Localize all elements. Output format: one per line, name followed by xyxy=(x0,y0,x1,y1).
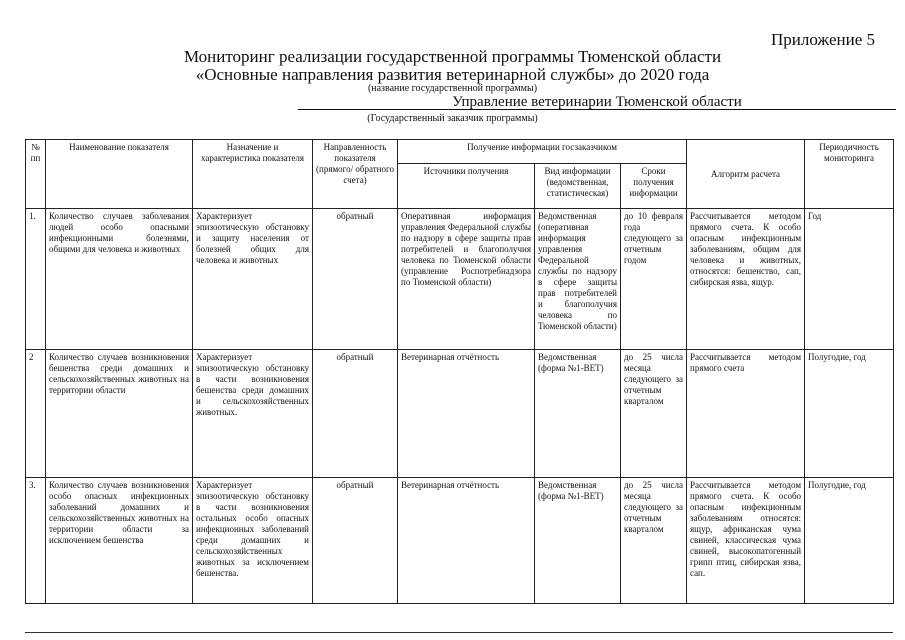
row-purpose: Характеризует эпизоотическую обстановку и защиту населения от болезней общих для человека и животных xyxy=(193,209,313,350)
header-deadlines: Сроки получения информации xyxy=(621,164,687,209)
header-name: Наименование показателя xyxy=(46,140,193,209)
row-info-type: Ведомственная (оперативная информация управления Федеральной службы по надзору в сфере защиты прав потребителей и благополучия человека по Тюменской области) xyxy=(535,209,621,350)
table-row xyxy=(26,209,894,350)
header-direction: Направленность показателя (прямого/ обратного счета) xyxy=(313,140,398,209)
customer-caption: (Государственный заказчик программы) xyxy=(367,113,538,124)
customer-underline xyxy=(298,109,896,110)
row-info-type: Ведомственная (форма №1-ВЕТ) xyxy=(535,478,621,604)
header-purpose: Назначение и характеристика показателя xyxy=(193,140,313,209)
document-title-line-2: «Основные направления развития ветеринарной службы» до 2020 года xyxy=(195,65,710,84)
appendix-label: Приложение 5 xyxy=(771,30,875,49)
program-caption: (название государственной программы) xyxy=(367,83,538,94)
state-customer: Управление ветеринарии Тюменской области xyxy=(452,94,742,110)
row-algorithm: Рассчитывается методом прямого счета xyxy=(687,350,805,478)
row-purpose: Характеризует эпизоотическую обстановку в части возникновения остальных особо опасных инфекционных заболеваний среди домашних и сельскохозяйственных животных за исключением бешенства. xyxy=(193,478,313,604)
header-num: № пп xyxy=(26,140,46,209)
row-num: 1. xyxy=(26,209,46,350)
header-info-type: Вид информации (ведомственная, статистическая) xyxy=(535,164,621,209)
document-title-line-1: Мониторинг реализации государственной программы Тюменской области xyxy=(183,47,722,66)
row-info-type: Ведомственная (форма №1-ВЕТ) xyxy=(535,350,621,478)
header-sources: Источники получения xyxy=(398,164,535,209)
header-info-group: Получение информации госзаказчиком xyxy=(398,140,687,164)
header-algorithm: Алгоритм расчета xyxy=(687,140,805,209)
row-deadlines: до 10 февраля года следующего за отчетным годом xyxy=(621,209,687,350)
row-direction: обратный xyxy=(313,350,398,478)
row-purpose: Характеризует эпизоотическую обстановку в части возникновения бешенства среди домашних и сельскохозяйственных животных. xyxy=(193,350,313,478)
row-direction: обратный xyxy=(313,209,398,350)
row-name: Количество случаев возникновения особо опасных инфекционных заболеваний домашних и сельскохозяйственных животных на территории области за исключением бешенства xyxy=(46,478,193,604)
row-name: Количество случаев возникновения бешенства среди домашних и сельскохозяйственных животных на территории области xyxy=(46,350,193,478)
row-sources: Ветеринарная отчётность xyxy=(398,478,535,604)
row-name: Количество случаев заболевания людей особо опасными инфекционными болезнями, общими для человека и животных xyxy=(46,209,193,350)
row-sources: Оперативная информация управления Федеральной службы по надзору в сфере защиты прав потребителей и благополучия человека по Тюменской области (управление Роспотребнадзора по Тюменской области) xyxy=(398,209,535,350)
row-num: 2 xyxy=(26,350,46,478)
table-row xyxy=(26,478,894,604)
row-deadlines: до 25 числа месяца следующего за отчетным кварталом xyxy=(621,478,687,604)
row-periodicity: Полугодие, год xyxy=(805,350,894,478)
row-direction: обратный xyxy=(313,478,398,604)
row-deadlines: до 25 числа месяца следующего за отчетным кварталом xyxy=(621,350,687,478)
row-algorithm: Рассчитывается методом прямого счета. К особо опасным инфекционным заболеваниям, общим для человека и животных, относятся: бешенство, сап, сибирская язва, ящур. xyxy=(687,209,805,350)
monitoring-table xyxy=(25,139,894,604)
row-algorithm: Рассчитывается методом прямого счета. К особо опасным инфекционным заболеваниям относятся: ящур, африканская чума свиней, классическая чума свиней, высокопатогенный грипп птиц, сибирская язва, сап. xyxy=(687,478,805,604)
row-periodicity: Год xyxy=(805,209,894,350)
header-periodicity: Периодичность мониторинга xyxy=(805,140,894,209)
page-bottom-rule xyxy=(25,632,893,633)
table-row xyxy=(26,350,894,478)
row-sources: Ветеринарная отчётность xyxy=(398,350,535,478)
row-periodicity: Полугодие, год xyxy=(805,478,894,604)
row-num: 3. xyxy=(26,478,46,604)
